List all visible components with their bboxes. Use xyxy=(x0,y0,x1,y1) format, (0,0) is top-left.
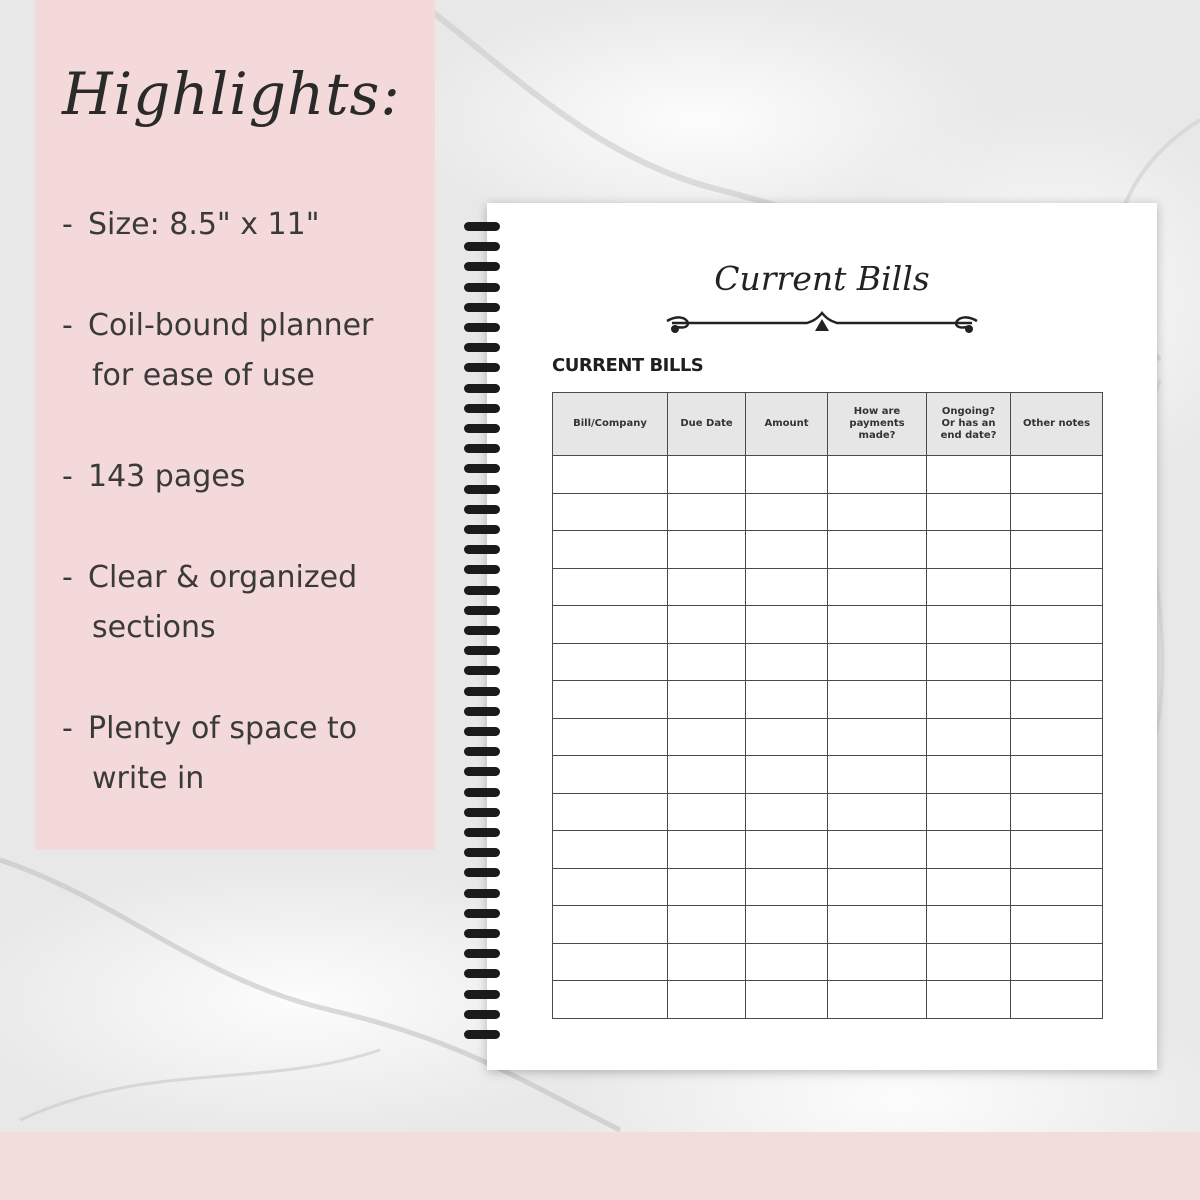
table-cell xyxy=(668,831,746,869)
coil-ring xyxy=(464,687,500,696)
coil-ring xyxy=(464,626,500,635)
column-header: Due Date xyxy=(668,393,746,456)
table-cell xyxy=(927,831,1011,869)
table-cell xyxy=(927,681,1011,719)
coil-ring xyxy=(464,303,500,312)
table-cell xyxy=(668,793,746,831)
table-cell xyxy=(828,531,927,569)
coil-ring xyxy=(464,646,500,655)
table-cell xyxy=(828,681,927,719)
table-cell xyxy=(746,756,828,794)
table-cell xyxy=(1011,906,1103,944)
table-cell xyxy=(1011,831,1103,869)
table-row xyxy=(553,456,1103,494)
coil-ring xyxy=(464,1030,500,1039)
coil-ring xyxy=(464,848,500,857)
table-row xyxy=(553,493,1103,531)
table-cell xyxy=(553,943,668,981)
table-cell xyxy=(746,906,828,944)
table-cell xyxy=(668,681,746,719)
table-row xyxy=(553,531,1103,569)
coil-ring xyxy=(464,969,500,978)
table-cell xyxy=(1011,568,1103,606)
table-cell xyxy=(927,456,1011,494)
table-cell xyxy=(927,493,1011,531)
table-cell xyxy=(553,981,668,1019)
table-cell xyxy=(927,756,1011,794)
table-cell xyxy=(668,493,746,531)
table-cell xyxy=(746,456,828,494)
table-cell xyxy=(828,493,927,531)
table-cell xyxy=(1011,756,1103,794)
table-cell xyxy=(553,831,668,869)
coil-ring xyxy=(464,727,500,736)
table-cell xyxy=(668,981,746,1019)
table-row xyxy=(553,943,1103,981)
table-cell xyxy=(927,606,1011,644)
highlight-pages: - 143 pages xyxy=(62,459,246,494)
table-row xyxy=(553,831,1103,869)
table-cell xyxy=(927,943,1011,981)
table-cell xyxy=(1011,943,1103,981)
table-cell xyxy=(668,868,746,906)
coil-ring xyxy=(464,424,500,433)
coil-ring xyxy=(464,323,500,332)
table-cell xyxy=(927,793,1011,831)
coil-binding-icon xyxy=(464,222,504,1052)
coil-ring xyxy=(464,990,500,999)
table-row xyxy=(553,793,1103,831)
table-cell xyxy=(927,568,1011,606)
planner-page xyxy=(487,203,1157,1070)
coil-ring xyxy=(464,868,500,877)
highlight-space: - Plenty of space to write in xyxy=(62,711,358,796)
coil-ring xyxy=(464,707,500,716)
coil-ring xyxy=(464,1010,500,1019)
coil-ring xyxy=(464,828,500,837)
coil-ring xyxy=(464,909,500,918)
table-cell xyxy=(828,831,927,869)
table-cell xyxy=(927,643,1011,681)
highlight-sections: - Clear & organized sections xyxy=(62,560,358,645)
table-cell xyxy=(746,606,828,644)
table-row xyxy=(553,681,1103,719)
table-cell xyxy=(927,981,1011,1019)
table-cell xyxy=(668,943,746,981)
coil-ring xyxy=(464,788,500,797)
table-cell xyxy=(927,868,1011,906)
table-cell xyxy=(828,981,927,1019)
table-cell xyxy=(828,456,927,494)
table-cell xyxy=(553,793,668,831)
table-cell xyxy=(1011,718,1103,756)
table-cell xyxy=(553,868,668,906)
coil-ring xyxy=(464,666,500,675)
coil-ring xyxy=(464,747,500,756)
coil-ring xyxy=(464,283,500,292)
coil-ring xyxy=(464,586,500,595)
column-header: Other notes xyxy=(1011,393,1103,456)
table-row xyxy=(553,568,1103,606)
table-cell xyxy=(1011,456,1103,494)
table-cell xyxy=(746,568,828,606)
table-cell xyxy=(746,868,828,906)
coil-ring xyxy=(464,808,500,817)
table-cell xyxy=(746,831,828,869)
table-cell xyxy=(746,643,828,681)
table-cell xyxy=(553,643,668,681)
table-row xyxy=(553,906,1103,944)
highlight-coil-bound: - Coil-bound planner for ease of use xyxy=(62,308,374,393)
table-cell xyxy=(668,756,746,794)
column-header: How are payments made? xyxy=(828,393,927,456)
table-cell xyxy=(1011,793,1103,831)
table-cell xyxy=(668,531,746,569)
table-row xyxy=(553,981,1103,1019)
table-cell xyxy=(1011,531,1103,569)
table-cell xyxy=(828,756,927,794)
table-cell xyxy=(553,493,668,531)
table-cell xyxy=(553,756,668,794)
coil-ring xyxy=(464,949,500,958)
table-header-row xyxy=(553,393,1103,456)
table-cell xyxy=(1011,643,1103,681)
coil-ring xyxy=(464,889,500,898)
coil-ring xyxy=(464,565,500,574)
table-cell xyxy=(828,643,927,681)
coil-ring xyxy=(464,525,500,534)
coil-ring xyxy=(464,545,500,554)
table-row xyxy=(553,643,1103,681)
table-cell xyxy=(668,906,746,944)
table-row xyxy=(553,756,1103,794)
table-cell xyxy=(553,531,668,569)
table-cell xyxy=(668,643,746,681)
page-title: Current Bills xyxy=(714,259,930,298)
coil-ring xyxy=(464,485,500,494)
coil-ring xyxy=(464,242,500,251)
table-cell xyxy=(668,718,746,756)
table-cell xyxy=(553,681,668,719)
table-cell xyxy=(746,943,828,981)
table-row xyxy=(553,868,1103,906)
bottom-band xyxy=(0,1132,1200,1200)
table-cell xyxy=(1011,493,1103,531)
table-cell xyxy=(1011,981,1103,1019)
table-cell xyxy=(668,606,746,644)
table-cell xyxy=(746,793,828,831)
table-cell xyxy=(553,568,668,606)
table-cell xyxy=(927,718,1011,756)
table-cell xyxy=(1011,606,1103,644)
table-row xyxy=(553,606,1103,644)
coil-ring xyxy=(464,384,500,393)
table-cell xyxy=(1011,868,1103,906)
column-header: Amount xyxy=(746,393,828,456)
table-cell xyxy=(746,531,828,569)
table-cell xyxy=(828,606,927,644)
coil-ring xyxy=(464,464,500,473)
table-cell xyxy=(828,718,927,756)
coil-ring xyxy=(464,363,500,372)
coil-ring xyxy=(464,404,500,413)
coil-ring xyxy=(464,262,500,271)
table-cell xyxy=(828,793,927,831)
table-cell xyxy=(553,906,668,944)
column-header: Bill/Company xyxy=(553,393,668,456)
table-cell xyxy=(1011,681,1103,719)
coil-ring xyxy=(464,222,500,231)
highlight-size: - Size: 8.5" x 11" xyxy=(62,207,320,242)
table-cell xyxy=(828,868,927,906)
coil-ring xyxy=(464,606,500,615)
table-cell xyxy=(828,568,927,606)
bills-table xyxy=(552,392,1103,1019)
table-cell xyxy=(927,906,1011,944)
table-cell xyxy=(668,568,746,606)
table-cell xyxy=(553,718,668,756)
table-cell xyxy=(746,981,828,1019)
coil-ring xyxy=(464,929,500,938)
column-header: Ongoing? Or has an end date? xyxy=(927,393,1011,456)
coil-ring xyxy=(464,343,500,352)
table-cell xyxy=(828,906,927,944)
table-cell xyxy=(746,718,828,756)
table-cell xyxy=(553,456,668,494)
table-cell xyxy=(746,681,828,719)
coil-ring xyxy=(464,505,500,514)
highlights-heading: Highlights: xyxy=(62,60,401,128)
coil-ring xyxy=(464,444,500,453)
flourish-divider-icon xyxy=(657,301,987,341)
table-cell xyxy=(553,606,668,644)
table-cell xyxy=(746,493,828,531)
table-row xyxy=(553,718,1103,756)
table-cell xyxy=(828,943,927,981)
table-cell xyxy=(668,456,746,494)
coil-ring xyxy=(464,767,500,776)
section-label: CURRENT BILLS xyxy=(552,355,704,376)
table-cell xyxy=(927,531,1011,569)
